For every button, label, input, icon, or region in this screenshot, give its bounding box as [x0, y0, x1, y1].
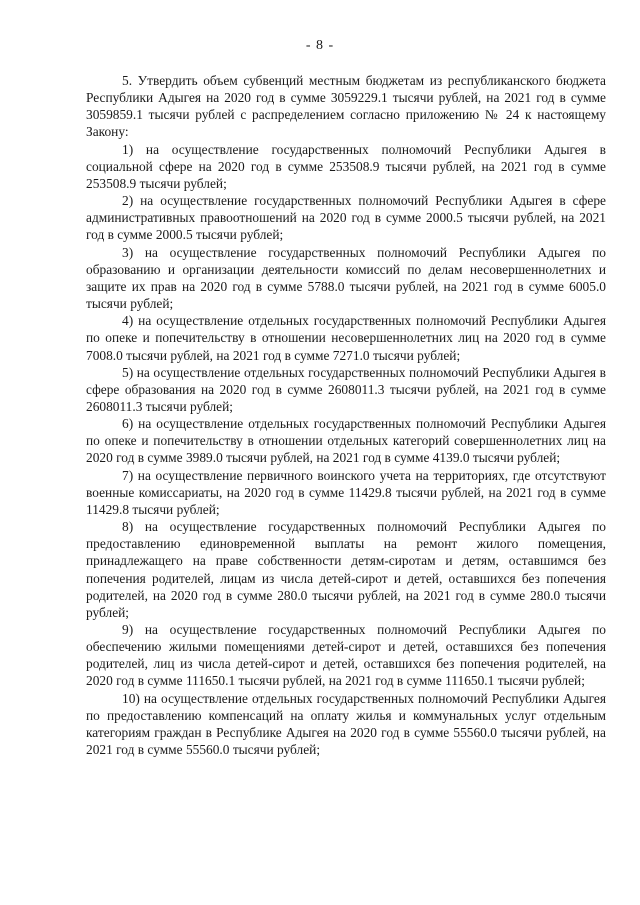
list-item-10: 10) на осуществление отдельных государственных полномочий Республики Адыгея по предоставлению компенсаций на оплату жилья и коммунальных услуг отдельным категориям граждан в Республике Адыгея на 2020 год в сумме 55560.0 тысячи рублей, на 2021 год в сумме 55560.0 тысячи рублей;: [86, 690, 606, 758]
list-item-2: 2) на осуществление государственных полномочий Республики Адыгея в сфере административных правоотношений на 2020 год в сумме 2000.5 тысячи рублей, на 2021 год в сумме 2000.5 тысячи рублей;: [86, 193, 606, 243]
list-item-7: 7) на осуществление первичного воинского учета на территориях, где отсутствуют военные комиссариаты, на 2020 год в сумме 11429.8 тысячи рублей, на 2021 год в сумме 11429.8 тысячи рублей;: [86, 467, 606, 517]
list-item-8: 8) на осуществление государственных полномочий Республики Адыгея по предоставлению единовременной выплаты на ремонт жилого помещения, принадлежащего на праве собственности детям-сиротам и детям, оставшимся без попечения родителей, лицам из числа детей-сирот и детей, оставшихся без попечения родителей, на 2020 год в сумме 280.0 тысячи рублей, на 2021 год в сумме 280.0 тысячи рублей;: [86, 519, 606, 620]
list-item-1: 1) на осуществление государственных полномочий Республики Адыгея в социальной сфере на 2020 год в сумме 253508.9 тысячи рублей, на 2021 год в сумме 253508.9 тысячи рублей;: [86, 141, 606, 191]
list-item-6: 6) на осуществление отдельных государственных полномочий Республики Адыгея по опеке и попечительству в отношении отдельных категорий совершеннолетних лиц на 2020 год в сумме 3989.0 тысячи рублей, на 2021 год в сумме 4139.0 тысячи рублей;: [86, 416, 606, 466]
list-item-5: 5) на осуществление отдельных государственных полномочий Республики Адыгея в сфере образования на 2020 год в сумме 2608011.3 тысячи рублей, на 2021 год в сумме 2608011.3 тысячи рублей;: [86, 364, 606, 414]
list-item-4: 4) на осуществление отдельных государственных полномочий Республики Адыгея по опеке и попечительству в отношении несовершеннолетних лиц на 2020 год в сумме 7008.0 тысячи рублей, на 2021 год в сумме 7271.0 тысячи рублей;: [86, 313, 606, 363]
page-number: - 8 -: [305, 38, 335, 53]
document-body: [86, 72, 606, 758]
list-item-3: 3) на осуществление государственных полномочий Республики Адыгея по образованию и организации деятельности комиссий по делам несовершеннолетних и защите их прав на 2020 год в сумме 5788.0 тысячи рублей, на 2021 год в сумме 6005.0 тысячи рублей;: [86, 244, 606, 312]
paragraph-subventions-intro: 5. Утвердить объем субвенций местным бюджетам из республиканского бюджета Республики Адыгея на 2020 год в сумме 3059229.1 тысячи рублей, на 2021 год в сумме 3059859.1 тысячи рублей с распределением согласно приложению № 24 к настоящему Закону:: [86, 73, 606, 140]
list-item-9: 9) на осуществление государственных полномочий Республики Адыгея по обеспечению жилыми помещениями детей-сирот и детей, оставшихся без попечения родителей, лиц из числа детей-сирот и детей, оставшихся без попечения родителей, на 2020 год в сумме 111650.1 тысячи рублей, на 2021 год в сумме 111650.1 тысячи рублей;: [86, 622, 606, 689]
